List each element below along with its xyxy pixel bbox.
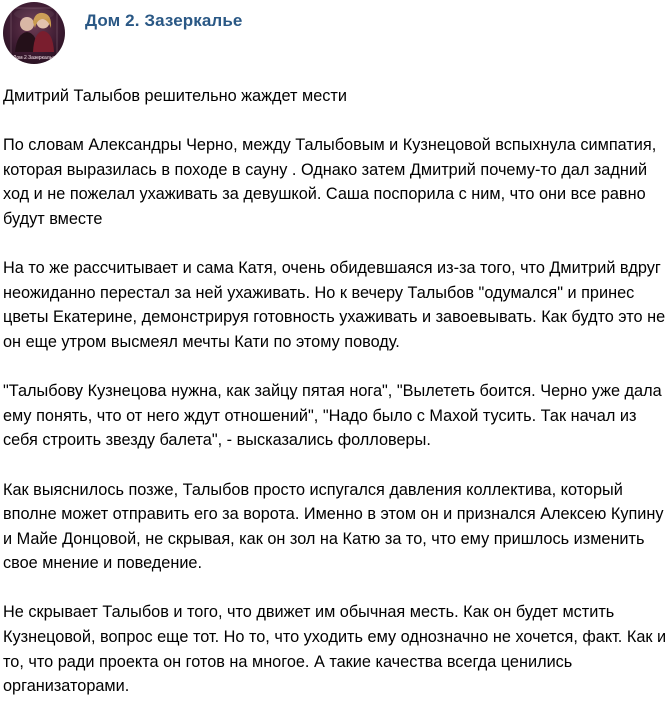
post-title: Дмитрий Талыбов решительно жаждет мести: [3, 87, 347, 105]
post-paragraph: На то же рассчитывает и сама Катя, очень обидевшаяся из-за того, что Дмитрий вдруг неожиданно перестал за ней ухаживать. Но к вечеру Талыбов "одумался" и принес цветы Екатерине, демонстрируя готовность ухаживать и завоевывать. Как будто это не он еще утром высмеял мечты Кати по этому поводу.: [3, 259, 666, 351]
svg-text:Дом 2 Зазеркалье: Дом 2 Зазеркалье: [12, 55, 56, 61]
post-paragraph: Как выяснилось позже, Талыбов просто испугался давления коллектива, который вполне может отправить его за ворота. Именно в этом он и признался Алексею Купину и Майе Донцовой, не скрывая, как он зол на Катю за то, что ему пришлось изменить свое мнение и поведение.: [3, 480, 664, 573]
post-header: [0, 0, 670, 72]
post-paragraph: Не скрывает Талыбов и того, что движет им обычная месть. Как он будет мстить Кузнецовой, вопрос еще тот. Но то, что уходить ему однозначно не хочется, факт. Как и то, что ради проекта он готов на многое. А такие качества всегда ценились организаторами.: [3, 603, 667, 696]
group-avatar[interactable]: [3, 2, 65, 64]
post-body: [3, 84, 667, 723]
group-name-link[interactable]: Дом 2. Зазеркалье: [85, 11, 243, 30]
avatar-image: [3, 2, 65, 64]
post-paragraph: "Талыбову Кузнецова нужна, как зайцу пятая нога", "Вылететь боится. Черно уже дала ему понять, что от него ждут отношений", "Надо было с Махой тусить. Так начал из себя строить звезду балета", - высказались фолловеры.: [3, 382, 662, 450]
post-paragraph: По словам Александры Черно, между Талыбовым и Кузнецовой вспыхнула симпатия, которая выразилась в походе в сауну . Однако затем Дмитрий почему-то дал задний ход и не пожелал ухаживать за девушкой. Саша поспорила с ним, что они все равно будут вместе: [3, 136, 657, 228]
